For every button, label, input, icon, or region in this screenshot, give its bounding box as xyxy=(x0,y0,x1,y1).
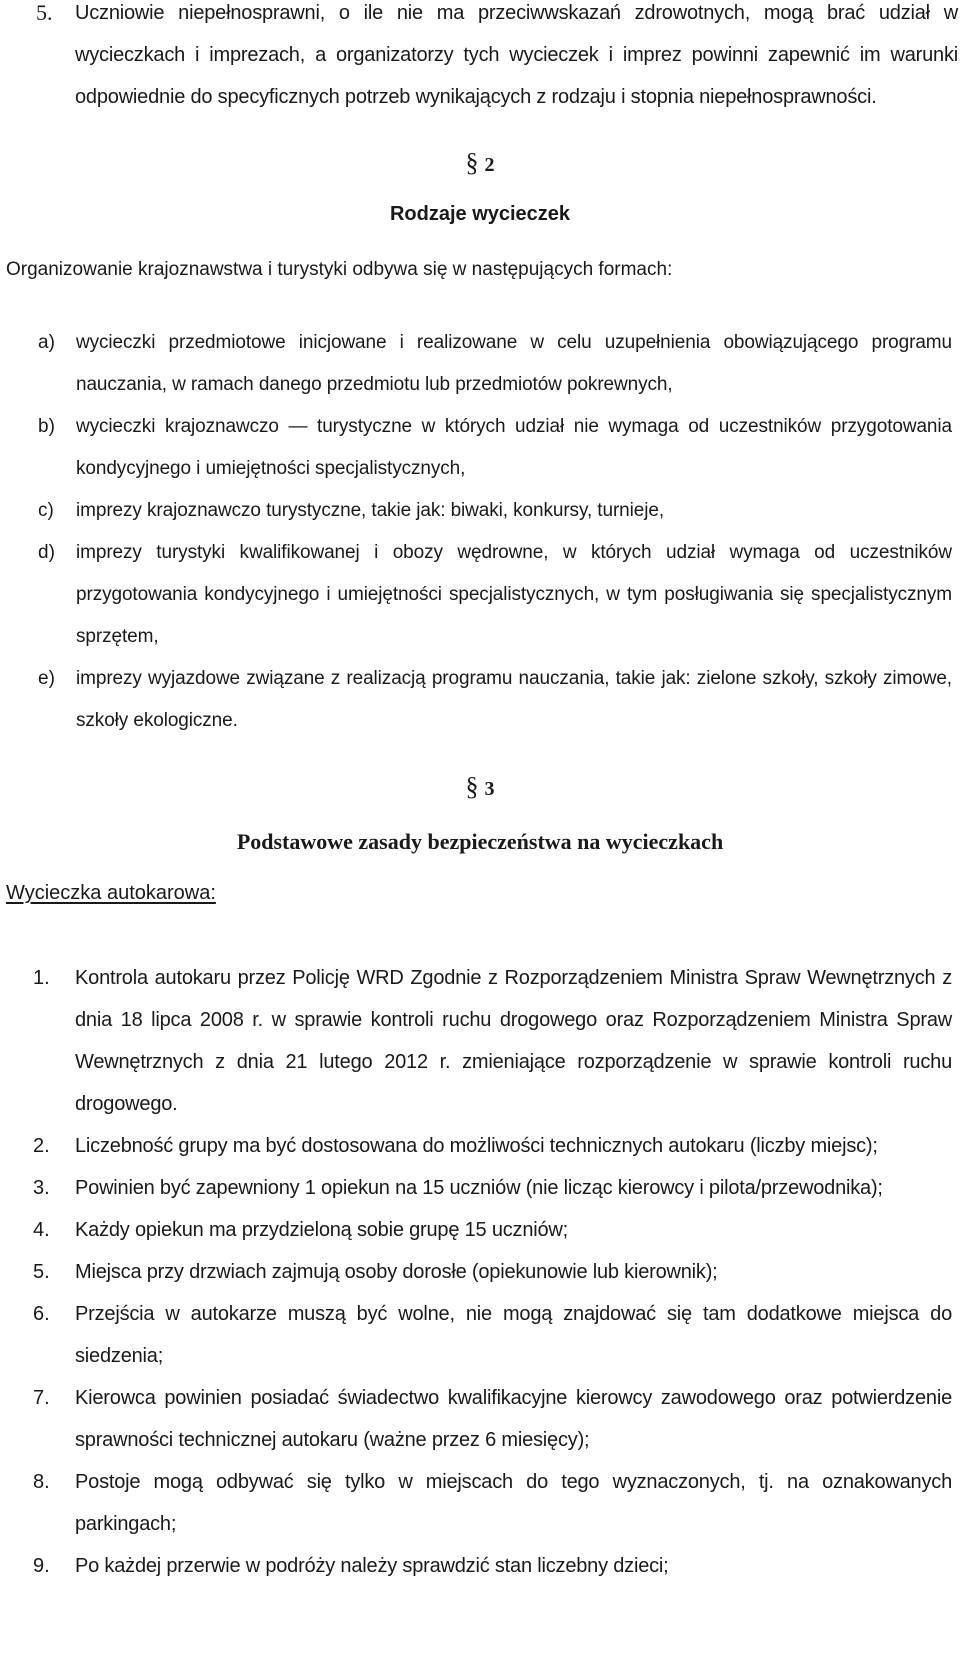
list-item xyxy=(0,532,960,658)
list-item-text: imprezy turystyki kwalifikowanej i obozy wędrowne, w których udział wymaga od uczestników przygotowania kondycyjnego i umiejętności specjalistycznych, w tym posługiwania się specjalistycznym sprzętem, xyxy=(76,542,952,647)
list-item-text: Kontrola autokaru przez Policję WRD Zgodnie z Rozporządzeniem Ministra Spraw Wewnętrznych z dnia 18 lipca 2008 r. w sprawie kontroli ruchu drogowego oraz Rozporządzeniem Ministra Spraw Wewnętrznych z dnia 21 lutego 2012 r. zmieniające rozporządzenie w sprawie kontroli ruchu drogowego. xyxy=(75,967,952,1115)
list-item xyxy=(0,658,960,742)
list-item-text: wycieczki krajoznawczo — turystyczne w których udział nie wymaga od uczestników przygotowania kondycyjnego i umiejętności specjalistycznych, xyxy=(76,416,952,479)
list-item-text: Kierowca powinien posiadać świadectwo kwalifikacyjne kierowcy zawodowego oraz potwierdzenie sprawności technicznej autokaru (ważne przez 6 miesięcy); xyxy=(75,1387,952,1451)
list-item-text: Powinien być zapewniony 1 opiekun na 15 uczniów (nie licząc kierowcy i pilota/przewodnika); xyxy=(75,1177,883,1199)
section-2-title: Rodzaje wycieczek xyxy=(389,203,571,225)
section-3-heading xyxy=(0,772,960,802)
section-2-heading xyxy=(0,148,960,178)
list-item-marker: 6. xyxy=(33,1303,50,1325)
list-item xyxy=(0,1209,960,1251)
bus-safety-rules-list xyxy=(0,957,960,1587)
list-item-text: Miejsca przy drzwiach zajmują osoby dorosłe (opiekunowie lub kierownik); xyxy=(75,1261,718,1283)
list-item-text: Postoje mogą odbywać się tylko w miejscach do tego wyznaczonych, tj. na oznakowanych parkingach; xyxy=(75,1471,952,1535)
list-item xyxy=(0,322,960,406)
section-2-lead: Organizowanie krajoznawstwa i turystyki odbywa się w następujących formach: xyxy=(6,259,673,280)
list-item-marker: c) xyxy=(38,500,54,521)
list-item-marker: 4. xyxy=(33,1219,50,1241)
list-item-text: Przejścia w autokarze muszą być wolne, nie mogą znajdować się tam dodatkowe miejsca do siedzenia; xyxy=(75,1303,952,1367)
intro-list-item xyxy=(0,0,958,118)
section-sign-icon: § xyxy=(465,148,479,177)
section-2-number: 2 xyxy=(484,154,495,176)
list-item-text: imprezy wyjazdowe związane z realizacją programu nauczania, takie jak: zielone szkoły, szkoły zimowe, szkoły ekologiczne. xyxy=(76,668,952,731)
list-item-marker: 5. xyxy=(33,1261,50,1283)
list-item-marker: b) xyxy=(38,416,55,437)
list-item-marker: 9. xyxy=(33,1555,50,1577)
section-sign-icon: § xyxy=(465,772,479,801)
list-item-marker: 2. xyxy=(33,1135,50,1157)
list-item-marker: 7. xyxy=(33,1387,50,1409)
list-item-text: Po każdej przerwie w podróży należy sprawdzić stan liczebny dzieci; xyxy=(75,1555,669,1577)
list-item xyxy=(0,406,960,490)
list-item-text: Liczebność grupy ma być dostosowana do możliwości technicznych autokaru (liczby miejsc); xyxy=(75,1135,878,1157)
list-item-marker: d) xyxy=(38,542,55,563)
forms-list xyxy=(0,322,960,742)
list-item xyxy=(0,490,960,532)
list-item xyxy=(0,1293,960,1377)
list-item-marker: e) xyxy=(38,668,55,689)
intro-item-number: 5. xyxy=(36,0,53,25)
list-item xyxy=(0,1461,960,1545)
list-item xyxy=(0,1167,960,1209)
list-item xyxy=(0,1251,960,1293)
list-item-text: imprezy krajoznawczo turystyczne, takie jak: biwaki, konkursy, turnieje, xyxy=(76,500,664,521)
list-item-marker: a) xyxy=(38,332,55,353)
section-3-title: Podstawowe zasady bezpieczeństwa na wycieczkach xyxy=(236,829,724,854)
list-item xyxy=(0,1125,960,1167)
list-item xyxy=(0,1545,960,1587)
list-item-text: Każdy opiekun ma przydzieloną sobie grupę 15 uczniów; xyxy=(75,1219,569,1241)
list-item xyxy=(0,957,960,1125)
list-item-marker: 3. xyxy=(33,1177,50,1199)
bus-trip-subheading: Wycieczka autokarowa: xyxy=(6,882,216,904)
list-item xyxy=(0,1377,960,1461)
list-item-text: wycieczki przedmiotowe inicjowane i realizowane w celu uzupełnienia obowiązującego programu nauczania, w ramach danego przedmiotu lub przedmiotów pokrewnych, xyxy=(76,332,952,395)
list-item-marker: 1. xyxy=(33,967,50,989)
list-item-marker: 8. xyxy=(33,1471,50,1493)
intro-item-text: Uczniowie niepełnosprawni, o ile nie ma przeciwwskazań zdrowotnych, mogą brać udział w wycieczkach i imprezach, a organizatorzy tych wycieczek i imprez powinni zapewnić im warunki odpowiednie do specyficznych potrzeb wynikających z rodzaju i stopnia niepełnosprawności. xyxy=(75,2,958,108)
section-3-number: 3 xyxy=(484,778,495,800)
